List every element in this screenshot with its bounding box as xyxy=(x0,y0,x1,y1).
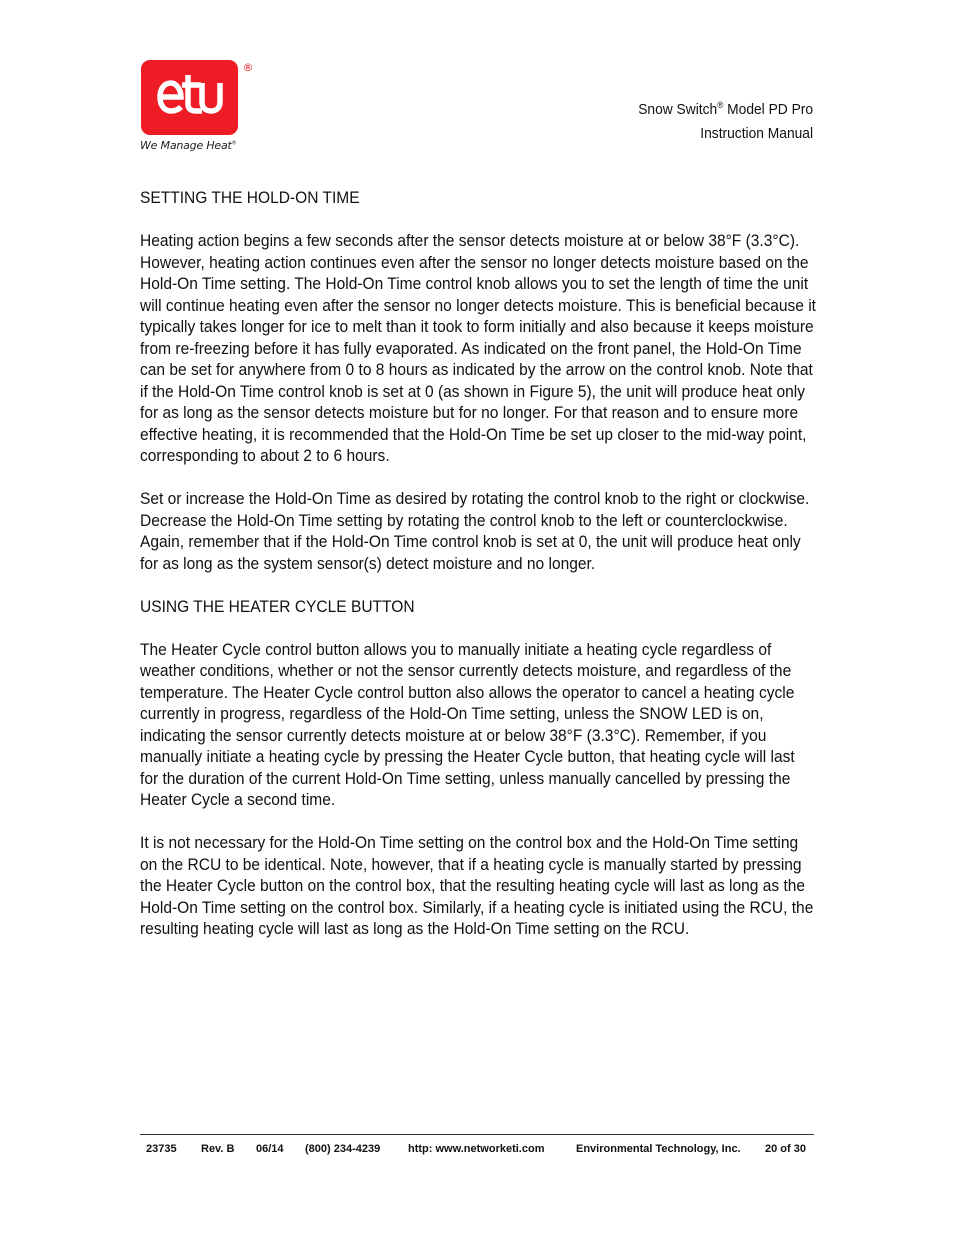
registered-mark: ® xyxy=(242,61,254,74)
document-header xyxy=(638,98,813,146)
paragraph: Set or increase the Hold-On Time as desired by rotating the control knob to the right or clockwise. Decrease the Hold-On Time setting by rotating the control knob to the left or counterclockwise. Again, remember that if the Hold-On Time control knob is set at 0, the unit will produce heat only for as long as the system sensor(s) detect moisture and no longer. xyxy=(140,489,810,573)
paragraph: It is not necessary for the Hold-On Time setting on the control box and the Hold-On Time setting on the RCU to be identical. Note, however, that if a heating cycle is manually started by pressing the Heater Cycle button on the control box, that the resulting heating cycle will last as long as the Hold-On Time setting on the control box. Similarly, if a heating cycle is initiated using the RCU, the resulting heating cycle will last as long as the Hold-On Time setting on the RCU. xyxy=(140,833,814,938)
document-body xyxy=(140,187,816,961)
paragraph: The Heater Cycle control button allows you to manually initiate a heating cycle regardless of weather conditions, whether or not the sensor currently detects moisture, and regardless of the temperature. The Heater Cycle control button also allows the operator to cancel a heating cycle currently in progress, regardless of the Hold-On Time setting, unless the SNOW LED is on, indicating the sensor currently detects moisture at or below 38°F (3.3°C). Remember, if you manually initiate a heating cycle by pressing the Heater Cycle button, that heating cycle will last for the duration of the current Hold-On Time setting, unless manually cancelled by pressing the Heater Cycle a second time. xyxy=(140,639,795,809)
footer-page-number: 20 of 30 xyxy=(765,1143,806,1155)
document-footer xyxy=(146,1143,808,1159)
product-title: Snow Switch® Model PD Pro xyxy=(638,100,813,118)
document-type: Instruction Manual xyxy=(700,125,813,142)
footer-doc-number: 23735 xyxy=(146,1143,177,1155)
footer-company: Environmental Technology, Inc. xyxy=(576,1143,741,1155)
footer-date: 06/14 xyxy=(256,1143,284,1155)
section-heading-heater-cycle: USING THE HEATER CYCLE BUTTON xyxy=(140,596,415,616)
footer-divider xyxy=(140,1134,814,1135)
paragraph: Heating action begins a few seconds after the sensor detects moisture at or below 38°F (3.3°C). However, heating action continues even after the sensor no longer detects moisture based on the Hold-On Time setting. The Hold-On Time control knob allows you to set the length of time the unit will continue heating even after the sensor no longer detects moisture. This is beneficial because it typically takes longer for ice to melt than it took to form initially and also because it keeps moisture from re-freezing before it has fully evaporated. As indicated on the front panel, the Hold-On Time can be set for anywhere from 0 to 8 hours as indicated by the arrow on the control knob. Note that if the Hold-On Time control knob is set at 0 (as shown in Figure 5), the unit will produce heat only for as long as the sensor detects moisture but for no longer. For that reason and to ensure more effective heating, it is recommended that the Hold-On Time be set up closer to the mid-way point, corresponding to about 2 to 6 hours. xyxy=(140,231,817,465)
footer-website: http: www.networketi.com xyxy=(408,1143,545,1155)
section-heading-hold-on-time: SETTING THE HOLD-ON TIME xyxy=(140,188,360,207)
footer-revision: Rev. B xyxy=(201,1143,235,1155)
footer-phone: (800) 234-4239 xyxy=(305,1143,381,1155)
logo-tagline: We Manage Heat® xyxy=(140,139,237,152)
